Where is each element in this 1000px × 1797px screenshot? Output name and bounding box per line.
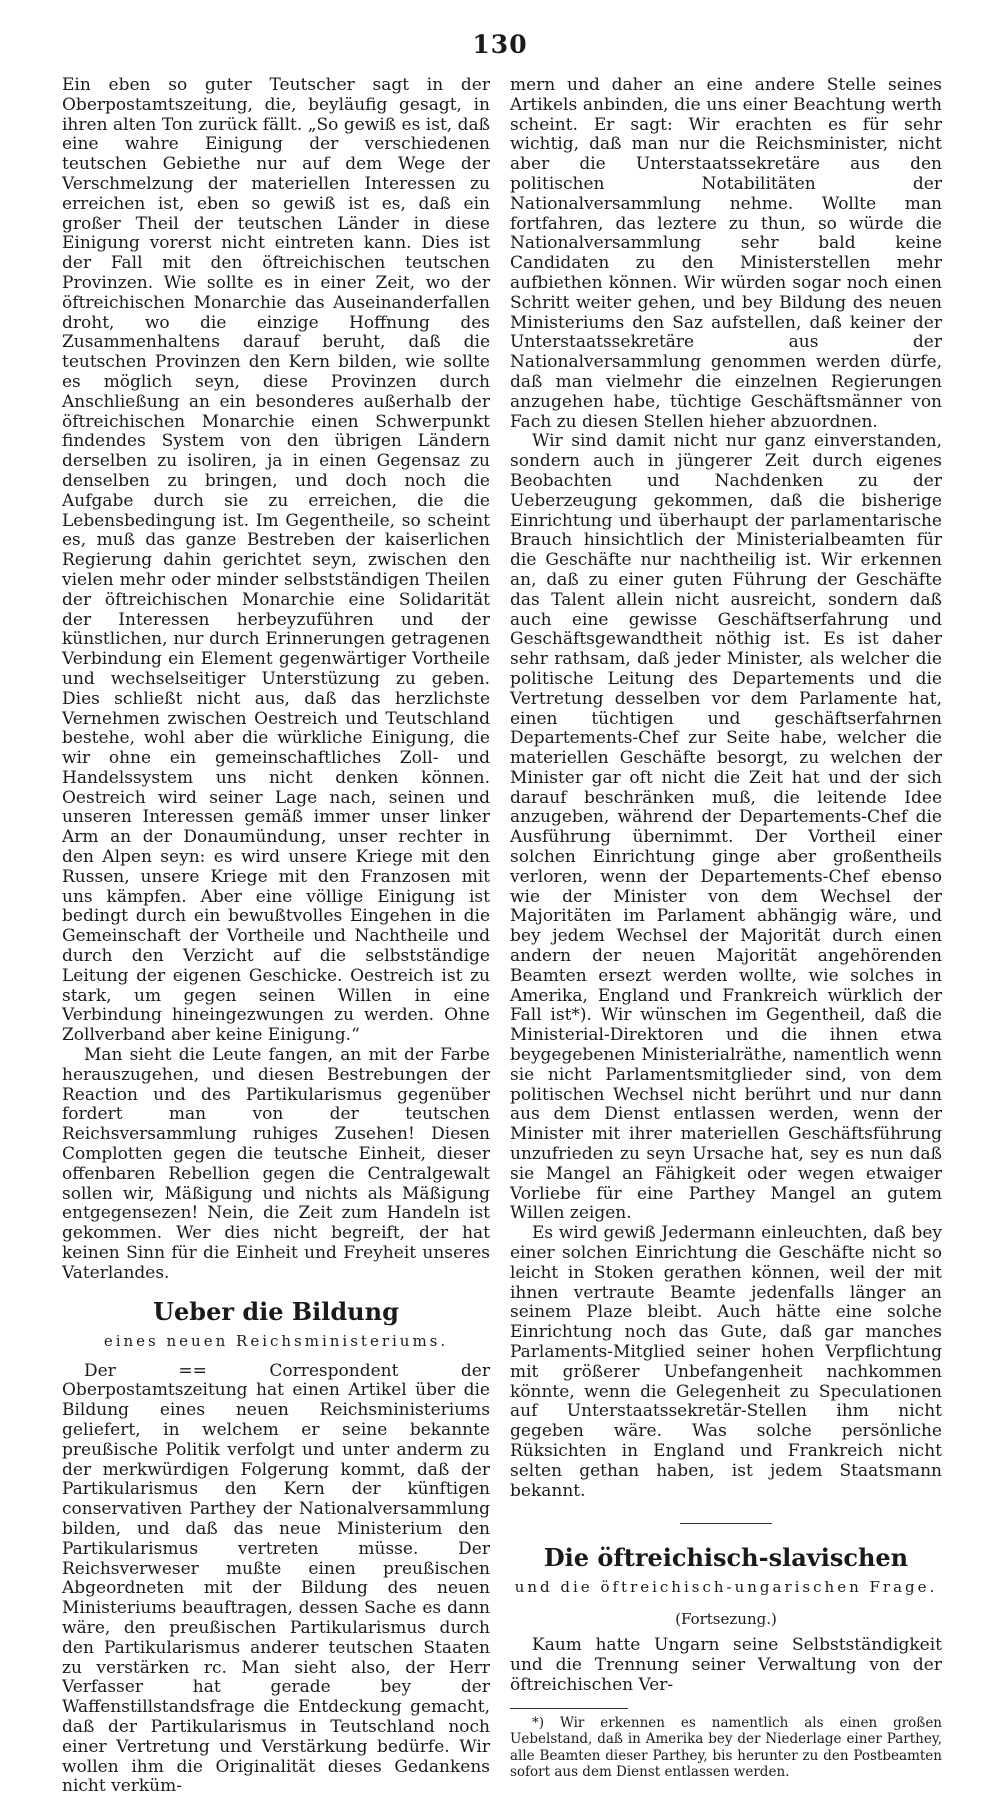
article-subheading-slavisch: und die öftreichisch-ungarischen Frage.	[514, 1578, 938, 1597]
article-subheading-bildung: eines neuen Reichsministeriums.	[103, 1331, 449, 1350]
right-paragraph-4: Kaum hatte Ungarn seine Selbstständigkeit und die Trennung seiner Verwaltung von der öftreichischen Ver-	[510, 1635, 942, 1695]
continuation-note: (Fortsezung.)	[675, 1610, 777, 1629]
left-paragraph-2: Man sieht die Leute fangen, an mit der Farbe herauszugehen, und diesen Bestrebungen der Reaction und des Partikularismus gegenüber fordert man von der teutschen Reichsversammlung ruhiges Zusehen! Diesen Complotten gegen die teutsche Einheit, dieser offenbaren Rebellion gegen die Centralgewalt sollen wir, Mäßigung und nichts als Mäßigung entgegensezen! Nein, die Zeit zum Handeln ist gekommen. Wer dies nicht begreift, der hat keinen Sinn für die Einheit und Freyheit unseres Vaterlandes.	[62, 1045, 490, 1283]
footnote-divider	[510, 1708, 628, 1709]
right-column	[510, 76, 942, 1781]
footnote-text: *) Wir erkennen es namentlich als einen großen Uebelstand, daß in Amerika bey der Niederlage einer Parthey, alle Beamten dieser Parthey, bis herunter zu den Postbeamten sofort aus dem Dienst entlassen werden.	[510, 1714, 942, 1781]
left-column	[62, 76, 490, 1797]
footnote	[510, 1715, 942, 1781]
right-paragraph-2: Wir sind damit nicht nur ganz einverstanden, sondern auch in jüngerer Zeit durch eigenes Beobachten und Nachdenken zu der Ueberzeugung gekommen, daß die bisherige Einrichtung und überhaupt der parlamentarische Brauch hinsichtlich der Ministerialbeamten für die Geschäfte nur nachtheilig ist. Wir erkennen an, daß zu einer guten Führung der Geschäfte das Talent allein nicht ausreicht, sondern daß auch eine gewisse Geschäftserfahrung und Geschäftsgewandtheit nöthig ist. Es ist daher sehr rathsam, daß jeder Minister, als welcher die politische Leitung des Departements und die Vertretung desselben vor dem Parlamente hat, einen tüchtigen und geschäftserfahrnen Departements-Chef zur Seite habe, welcher die materiellen Geschäfte besorgt, zu welchen der Minister gar oft nicht die Zeit hat und der sich darauf beschränken muß, die leitende Idee anzugeben, während der Departements-Chef die Ausführung übernimmt. Der Vortheil einer solchen Einrichtung ginge aber großentheils verloren, wenn der Departements-Chef ebenso wie der Minister von dem Wechsel der Majoritäten im Parlament abhängig wäre, und bey jedem Wechsel der Majorität durch einen andern der neuen Majorität angehörenden Beamten ersezt werden wollte, wie solches in Amerika, England und Frankreich würklich der Fall ist*). Wir wünschen im Gegentheil, daß die Ministerial-Direktoren und die ihnen etwa beygegebenen Ministerialräthe, namentlich wenn sie nicht Parlamentsmitglieder sind, von dem politischen Wechsel nicht berührt und nur dann aus dem Dienst entlassen werden, wenn der Minister mit ihrer materiellen Geschäftsführung unzufrieden zu seyn Ursache hat, sey es nun daß sie Mangel an Fähigkeit oder wegen etwaiger Vorliebe für eine Parthey Mangel an gutem Willen zeigen.	[510, 431, 942, 1224]
right-paragraph-3: Es wird gewiß Jedermann einleuchten, daß bey einer solchen Einrichtung die Geschäfte nicht so leicht in Stoken gerathen können, weil der mit ihnen vertraute Beamte jedenfalls länger an seinem Plaze bleibt. Auch hätte eine solche Einrichtung noch das Gute, daß gar manches Parlaments-Mitglied seiner hohen Verpflichtung mit größerer Unbefangenheit nachkommen könnte, wenn die Gelegenheit zu Speculationen auf Unterstaatssekretär-Stellen ihm nicht gegeben wäre. Was solche persönliche Rüksichten in England und Frankreich nicht selten gethan haben, ist jedem Staatsmann bekannt.	[510, 1223, 942, 1501]
article-heading-bildung: Ueber die Bildung	[153, 1296, 399, 1326]
page-number: 130	[472, 30, 528, 59]
section-divider	[680, 1523, 772, 1524]
left-paragraph-1: Ein eben so guter Teutscher sagt in der Oberpostamtszeitung, die, beyläufig gesagt, in ihren alten Ton zurück fällt. „So gewiß es ist, daß eine wahre Einigung der verschiedenen teutschen Gebiethe nur auf dem Wege der Verschmelzung der materiellen Interessen zu erreichen ist, eben so gewiß ist es, daß ein großer Theil der teutschen Länder in diese Einigung vorerst nicht eintreten kann. Dies ist der Fall mit den öftreichischen teutschen Provinzen. Wie sollte es in einer Zeit, wo der öftreichischen Monarchie das Auseinanderfallen droht, wo die einzige Hoffnung des Zusammenhaltens darauf beruht, daß die teutschen Provinzen den Kern bilden, wie sollte es möglich seyn, diese Provinzen durch Anschließung an ein besonderes außerhalb der öftreichischen Monarchie einen Schwerpunkt findendes System von den übrigen Ländern derselben zu isoliren, ja in einen Gegensaz zu denselben zu bringen, und doch noch die Aufgabe durch sie zu erreichen, die die Lebensbedingung ist. Im Gegentheile, so scheint es, muß das ganze Bestreben der kaiserlichen Regierung dahin gerichtet seyn, zwischen den vielen mehr oder minder selbstständigen Theilen der öftreichischen Monarchie eine Solidarität der Interessen herbeyzuführen und der künstlichen, nur durch Erinnerungen getragenen Verbindung ein Element gegenwärtiger Vortheile und wechselseitiger Unterstüzung zu geben. Dies schließt nicht aus, daß das herzlichste Vernehmen zwischen Oestreich und Teutschland bestehe, wohl aber die würkliche Einigung, die wir ohne ein gemeinschaftliches Zoll- und Handelssystem uns nicht denken können. Oestreich wird seiner Lage nach, seinen und unseren Interessen gemäß immer unser linker Arm an der Donaumündung, unser rechter in den Alpen seyn: es wird unsere Kriege mit den Russen, unsere Kriege mit den Franzosen mit uns kämpfen. Aber eine völlige Einigung ist bedingt durch ein bewußtvolles Eingehen in die Gemeinschaft der Vortheile und Nachtheile und durch den Verzicht auf die selbstständige Leitung der eigenen Geschicke. Oestreich ist zu stark, um gegen seinen Willen in eine Verbindung hineingezwungen zu werden. Ohne Zollverband aber keine Einigung.“	[62, 75, 490, 1046]
right-paragraph-1: mern und daher an eine andere Stelle seines Artikels anbinden, die uns einer Beachtung werth scheint. Er sagt: Wir erachten es für sehr wichtig, daß man nur die Reichsminister, nicht aber die Unterstaatssekretäre aus den politischen Notabilitäten der Nationalversammlung nehme. Wollte man fortfahren, das leztere zu thun, so würde die Nationalversammlung sehr bald keine Candidaten zu den Ministerstellen mehr aufbiethen können. Wir würden sogar noch einen Schritt weiter gehen, und bey Bildung des neuen Ministeriums den Saz aufstellen, daß keiner der Unterstaatssekretäre aus der Nationalversammlung genommen werden dürfe, daß man vielmehr die einzelnen Regierungen anzugehen habe, tüchtige Geschäftsmänner von Fach zu diesen Stellen hieher abzuordnen.	[510, 75, 942, 432]
article-heading-slavisch: Die öftreichisch-slavischen	[543, 1543, 909, 1573]
left-paragraph-3: Der == Correspondent der Oberpostamtszeitung hat einen Artikel über die Bildung eines neuen Reichsministeriums geliefert, in welchem er seine bekannte preußische Politik verfolgt und unter anderm zu der merkwürdigen Folgerung kommt, daß der Partikularismus den Kern der künftigen conservativen Parthey der Nationalversammlung bilden, und daß das neue Ministerium den Partikularismus vertreten müsse. Der Reichsverweser mußte einen preußischen Abgeordneten mit der Bildung des neuen Ministeriums beauftragen, dessen Sache es dann wäre, den preußischen Partikularismus durch den Partikularismus anderer teutschen Staaten zu verstärken rc. Man sieht also, der Herr Verfasser hat gerade bey der Waffenstillstandsfrage die Entdeckung gemacht, daß der Partikularismus in Teutschland noch einer Vertretung und Verstärkung bedürfe. Wir wollen ihm die Originalität dieses Gedankens nicht verküm-	[62, 1360, 490, 1797]
